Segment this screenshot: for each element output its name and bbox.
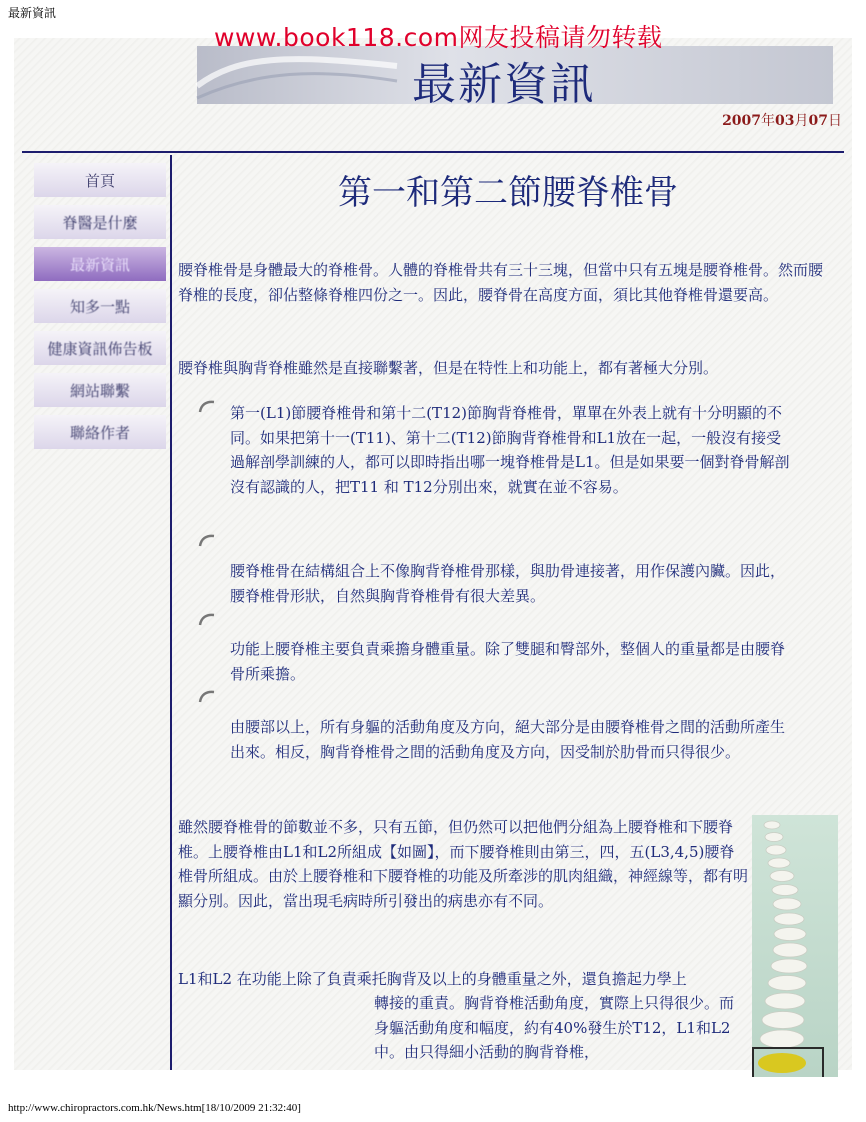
intro-paragraph-2: 腰脊椎與胸背脊椎雖然是直接聯繫著，但是在特性上和功能上，都有著極大分別。: [178, 359, 719, 377]
sidebar-nav: [22, 155, 172, 1070]
bullet-paragraph-2: 腰脊椎骨在結構組合上不像胸背脊椎骨那樣，與肋骨連接著，用作保護內臟。因此，腰脊椎骨形狀，自然與胸背脊椎骨有很大差異。: [230, 562, 786, 605]
bullet-swoosh-icon: [198, 400, 216, 414]
nav-learn-more[interactable]: 知多一點: [34, 289, 166, 323]
paragraph-l1-l2-rest: 轉接的重責。胸背脊椎活動角度，實際上只得很少。而身軀活動角度和幅度，約有40%發生於T12，L1和L2中。由只得細小活動的胸背脊椎，: [374, 994, 735, 1061]
intro-paragraph-1: 腰脊椎骨是身體最大的脊椎骨。人體的脊椎骨共有三十三塊，但當中只有五塊是腰脊椎骨。然而腰脊椎的長度，卻佔整條脊椎四份之一。因此，腰脊骨在高度方面，須比其他脊椎骨還要高。: [178, 261, 824, 304]
spine-highlight-box: [752, 1047, 824, 1077]
nav-latest-news[interactable]: 最新資訊: [34, 247, 166, 281]
bullet-swoosh-icon: [198, 690, 216, 704]
nav-site-links[interactable]: 網站聯繫: [34, 373, 166, 407]
paragraph-upper-lower-lumbar: 雖然腰脊椎骨的節數並不多，只有五節，但仍然可以把他們分組為上腰脊椎和下腰脊椎。上腰脊椎由L1和L2所組成【如圖】，而下腰脊椎則由第三，四，五(L3,4,5)腰脊椎骨所組成。由於上腰脊椎和下腰脊椎的功能及所牽涉的肌肉組織，神經線等，都有明顯分別。因此，當出現毛病時所引發出的病患亦有不同。: [178, 818, 749, 910]
nav-home[interactable]: 首頁: [34, 163, 166, 197]
date: 2007年03月07日: [722, 113, 842, 129]
nav-health-board[interactable]: 健康資訊佈告板: [34, 331, 166, 365]
print-header-title: 最新資訊: [8, 6, 57, 20]
nav-what-is-chiropractor[interactable]: 脊醫是什麼: [34, 205, 166, 239]
nav-contact-author[interactable]: 聯絡作者: [34, 415, 166, 449]
paragraph-l1-l2-line1: L1和L2 在功能上除了負責乘托胸背及以上的身體重量之外，還負擔起力學上: [178, 970, 687, 988]
print-footer: [8, 1102, 301, 1114]
banner: [197, 46, 833, 110]
page: [14, 23, 852, 1070]
spine-image: [752, 815, 838, 1077]
watermark: www.book118.com网友投稿请勿转载: [214, 23, 663, 52]
bullet-paragraph-1: 第一(L1)節腰脊椎骨和第十二(T12)節胸背脊椎骨，單單在外表上就有十分明顯的不同。如果把第十一(T11)、第十二(T12)節胸背脊椎骨和L1放在一起，一般沒有接受過解剖學訓練的人，都可以即時指出哪一塊脊椎骨是L1。但是如果要一個對脊骨解剖沒有認識的人，把T11 和 T12分別出來，就實在並不容易。: [230, 404, 790, 496]
spine-illustration: [752, 815, 838, 1077]
bullet-paragraph-4: 由腰部以上，所有身軀的活動角度及方向，絕大部分是由腰脊椎骨之間的活動所產生出來。相反，胸背脊椎骨之間的活動角度及方向，因受制於肋骨而只得很少。: [230, 718, 786, 761]
article-title: 第一和第二節腰脊椎骨: [338, 173, 678, 213]
source-url[interactable]: http://www.chiropractors.com.hk/News.htm: [8, 1102, 202, 1114]
bullet-paragraph-3: 功能上腰脊椎主要負責乘擔身體重量。除了雙腿和臀部外，整個人的重量都是由腰脊骨所乘擔。: [230, 640, 786, 683]
bullet-swoosh-icon: [198, 613, 216, 627]
banner-swoosh-graphic: [197, 46, 397, 104]
print-timestamp: [18/10/2009 21:32:40]: [201, 1102, 301, 1114]
bullet-swoosh-icon: [198, 534, 216, 548]
top-divider: [22, 151, 844, 153]
banner-title: 最新資訊: [412, 59, 596, 110]
